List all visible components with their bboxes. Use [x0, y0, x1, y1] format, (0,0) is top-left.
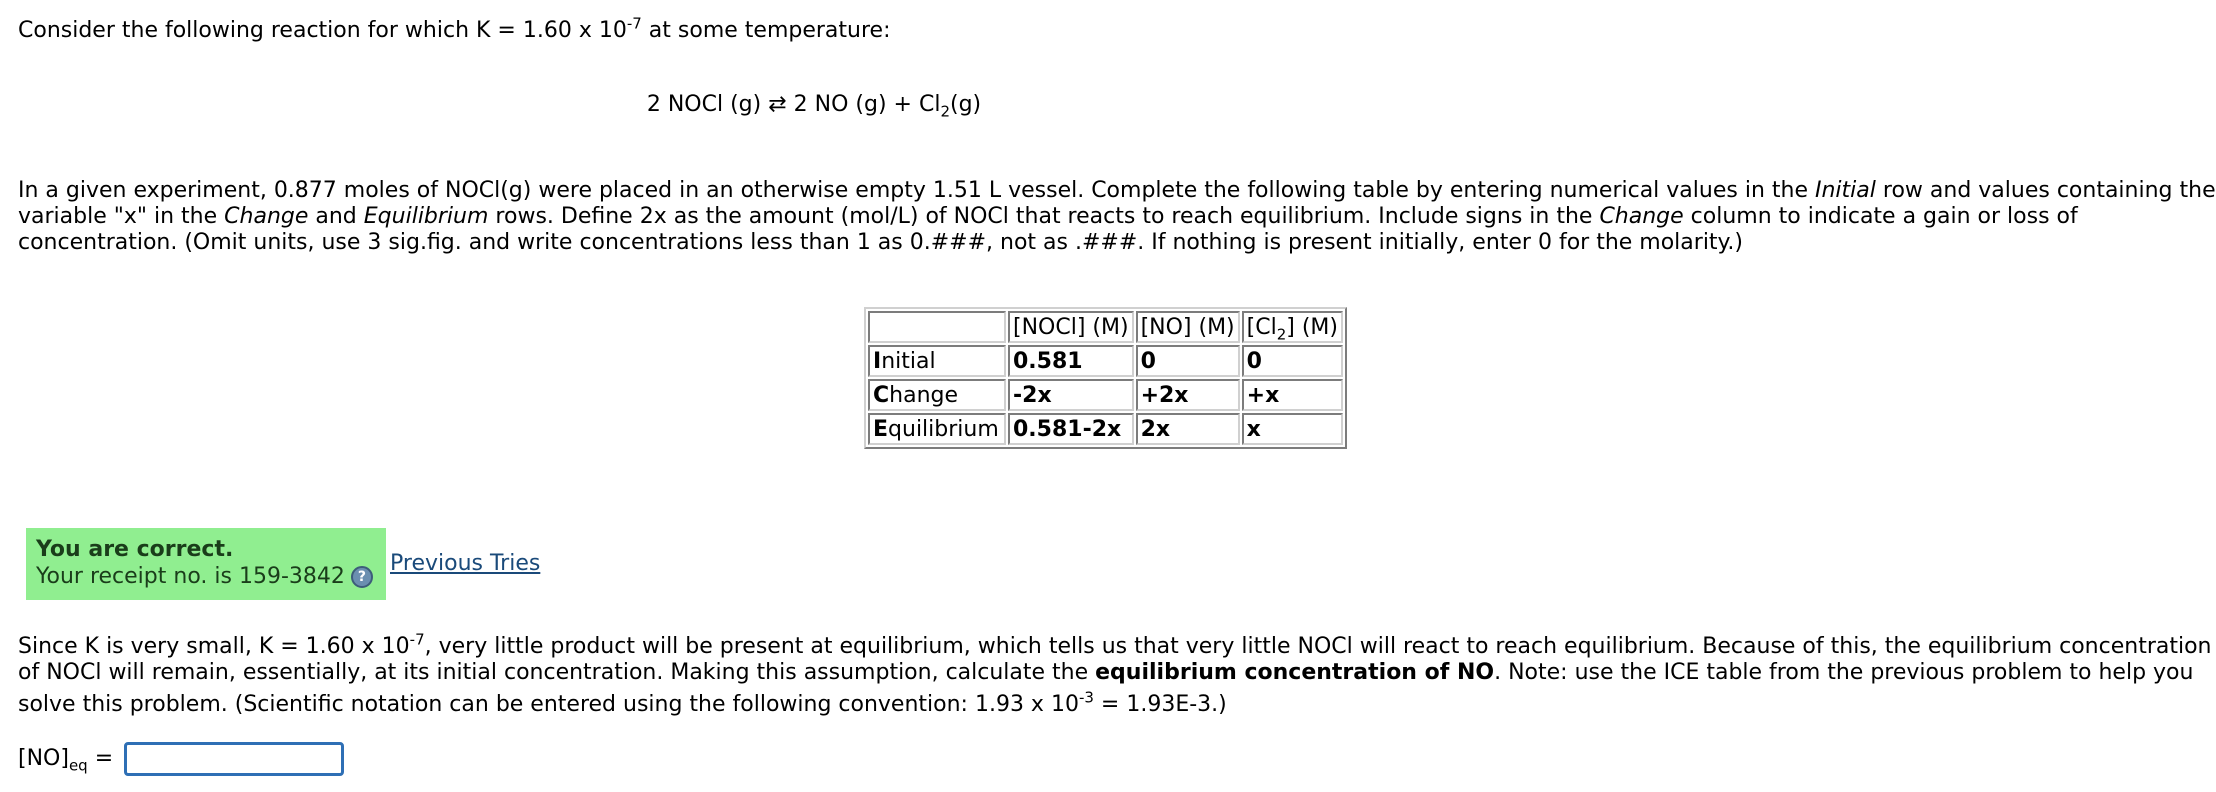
instructions-text: and [308, 204, 364, 229]
reaction-equation [0, 92, 1628, 121]
instructions-italic: Equilibrium [363, 204, 489, 229]
instructions-line-1 [18, 178, 2216, 204]
answer-label [18, 746, 114, 775]
followup-text: solve this problem. (Scientific notation can be entered using the following convention: 1.93 x 10 [18, 692, 1079, 717]
ice-row-label [868, 379, 1006, 411]
intro-exponent: -7 [626, 14, 642, 33]
instructions-line-3 [18, 230, 1743, 256]
row-label-access-key: I [873, 348, 882, 374]
answer-label-subscript: eq [68, 756, 88, 775]
followup-text: Since K is very small, K = 1.60 x 10 [18, 634, 410, 659]
products: 2 NO (g) + Cl [793, 92, 941, 117]
ice-header-cl2-sub: 2 [1276, 324, 1287, 343]
products-subscript: 2 [940, 102, 950, 121]
answer-label-equals: = [87, 746, 114, 771]
followup-line-3 [18, 688, 1227, 718]
instructions-line-2 [18, 204, 2078, 230]
equilibrium-arrow-icon: ⇄ [768, 92, 787, 117]
ice-cell-cl2: +x [1242, 379, 1343, 411]
row-label-access-key: E [873, 416, 889, 442]
ice-cell-no: 2x [1136, 413, 1240, 445]
feedback-receipt-line [36, 563, 376, 590]
instructions-text: row and values containing the [1875, 178, 2216, 203]
ice-cell-no: +2x [1136, 379, 1240, 411]
ice-cell-cl2: x [1242, 413, 1343, 445]
ice-header-no: [NO] (M) [1136, 311, 1240, 343]
row-label-rest: hange [889, 382, 959, 408]
products-state: (g) [950, 92, 982, 117]
ice-table [864, 307, 1347, 449]
ice-row-equilibrium [868, 413, 1343, 445]
followup-line-1 [18, 630, 2212, 660]
feedback-status: You are correct. [36, 537, 234, 562]
ice-header-cl2-unit: ] (M) [1286, 314, 1338, 340]
instructions-italic: Change [224, 204, 309, 229]
followup-line-2 [18, 660, 2193, 686]
followup-text: of NOCl will remain, essentially, at its initial concentration. Making this assumption, calculate the [18, 660, 1096, 685]
intro-text: Consider the following reaction for which K = 1.60 x 10 [18, 18, 627, 43]
ice-header-blank [868, 311, 1006, 343]
answer-label-text: [NO] [18, 746, 69, 771]
row-label-access-key: C [873, 382, 890, 408]
followup-text: . Note: use the ICE table from the previous problem to help you [1494, 660, 2194, 685]
ice-row-label [868, 413, 1006, 445]
row-label-rest: nitial [881, 348, 936, 374]
instructions-text: variable "x" in the [18, 204, 225, 229]
ice-header-nocl: [NOCl] (M) [1008, 311, 1134, 343]
ice-header-cl2-text: [Cl [1246, 314, 1277, 340]
instructions-italic: Change [1599, 204, 1684, 229]
instructions-text: column to indicate a gain or loss of [1683, 204, 2078, 229]
followup-text: = 1.93E-3.) [1093, 692, 1227, 717]
ice-cell-nocl: -2x [1008, 379, 1134, 411]
feedback-box [26, 528, 386, 600]
followup-text: , very little product will be present at equilibrium, which tells us that very little NOCl will react to reach equilibrium. Because of this, the equilibrium concentration [424, 634, 2212, 659]
ice-header-cl2 [1242, 311, 1343, 343]
instructions-text: concentration. (Omit units, use 3 sig.fig. and write concentrations less than 1 as 0.###, not as .###. If nothing is present initially, enter 0 for the molarity.) [18, 230, 1744, 255]
row-label-rest: quilibrium [888, 416, 999, 442]
ice-row-initial [868, 345, 1343, 377]
ice-cell-nocl: 0.581-2x [1008, 413, 1134, 445]
question-intro [18, 14, 891, 44]
ice-row-label [868, 345, 1006, 377]
followup-bold: equilibrium concentration of NO [1095, 660, 1495, 685]
ice-cell-nocl: 0.581 [1008, 345, 1134, 377]
previous-tries-link[interactable]: Previous Tries [390, 551, 541, 576]
ice-cell-cl2: 0 [1242, 345, 1343, 377]
instructions-text: rows. Define 2x as the amount (mol/L) of NOCl that reacts to reach equilibrium. Include signs in the [488, 204, 1600, 229]
followup-exponent: -3 [1078, 688, 1094, 707]
ice-row-change [868, 379, 1343, 411]
help-icon[interactable]: ? [351, 566, 373, 588]
instructions-italic: Initial [1815, 178, 1876, 203]
reactant: 2 NOCl (g) [646, 92, 762, 117]
ice-header-row [868, 311, 1343, 343]
ice-cell-no: 0 [1136, 345, 1240, 377]
receipt-number: Your receipt no. is 159-3842 [36, 564, 345, 589]
instructions-text: In a given experiment, 0.877 moles of NOCl(g) were placed in an otherwise empty 1.51 L vessel. Complete the following table by entering numerical values in the [18, 178, 1815, 203]
intro-text-after: at some temperature: [641, 18, 891, 43]
no-eq-answer-input[interactable] [124, 742, 344, 776]
followup-exponent: -7 [409, 630, 425, 649]
